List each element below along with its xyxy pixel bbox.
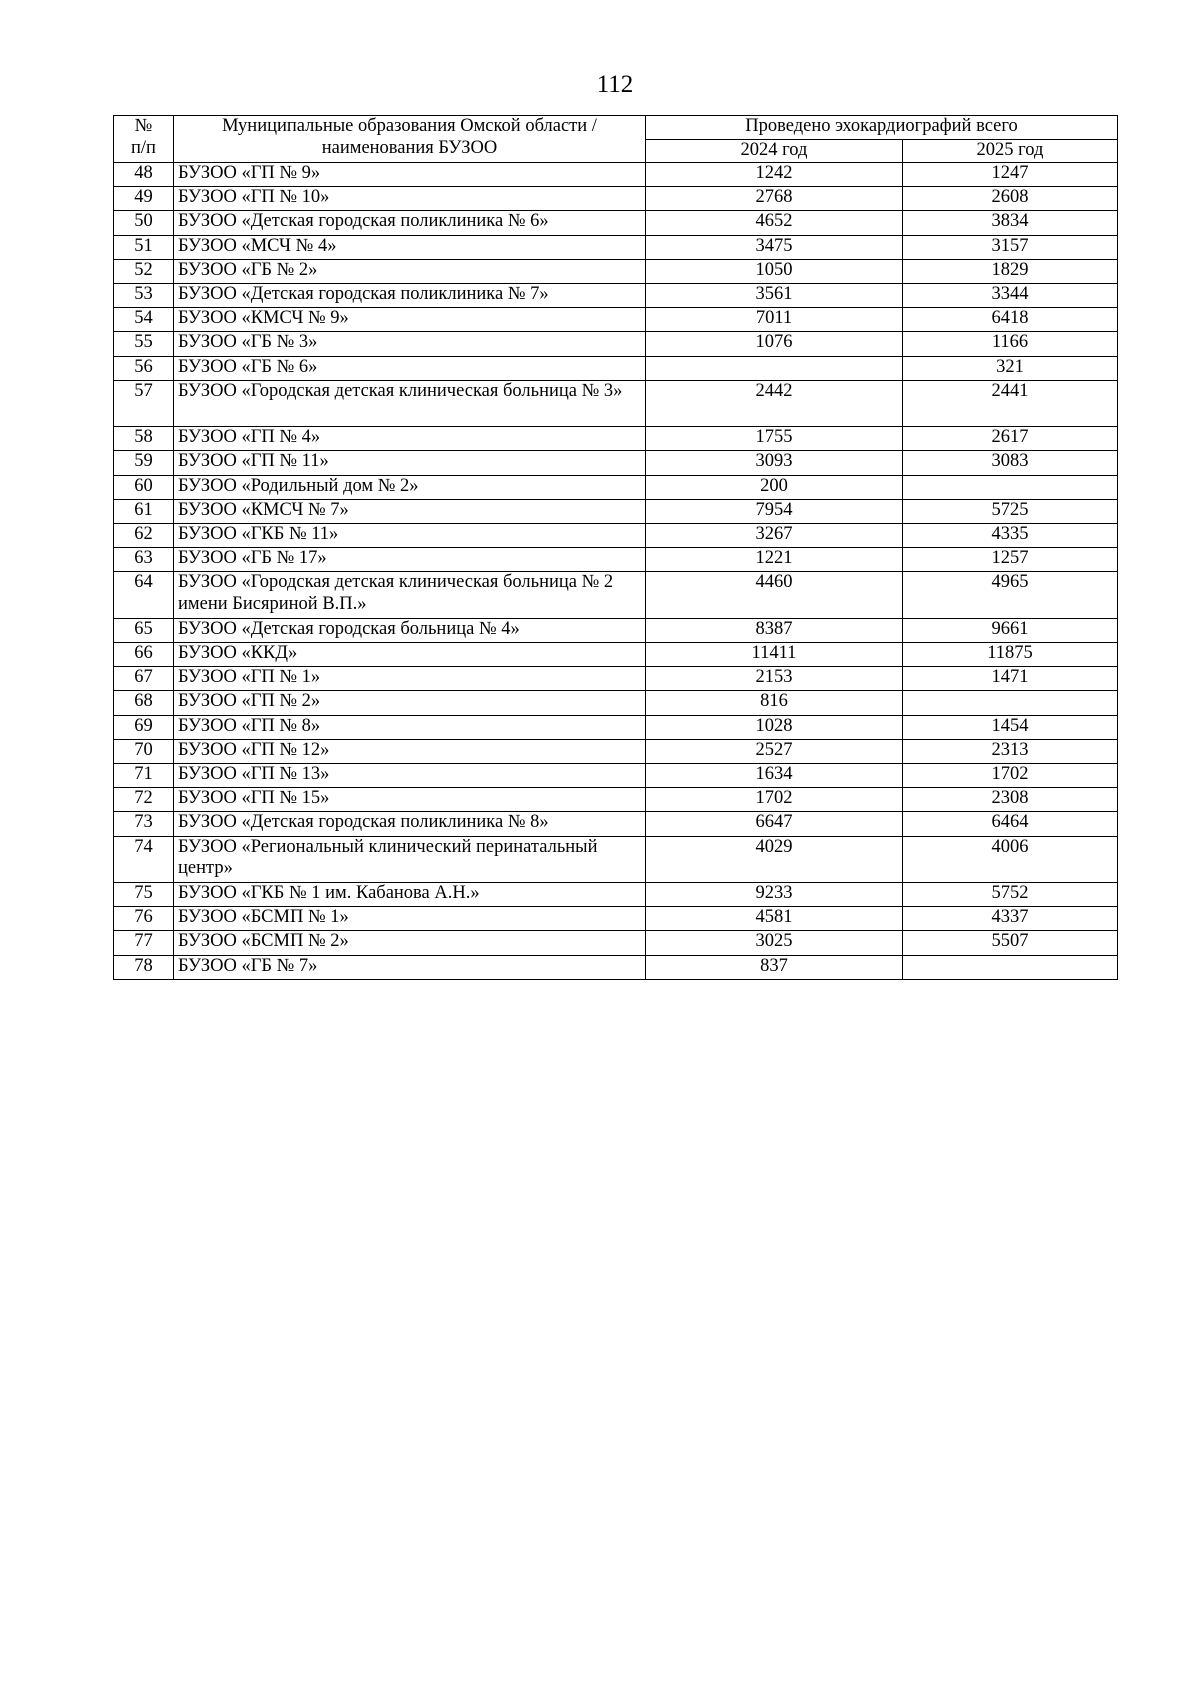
row-number-cell: 77 (114, 931, 174, 955)
row-2025-cell: 4965 (903, 572, 1118, 619)
row-number-cell: 49 (114, 187, 174, 211)
header-name-line1: Муниципальные образования Омской области / (222, 116, 597, 136)
row-name-cell: БУЗОО «БСМП № 1» (174, 907, 646, 931)
row-2024-cell: 200 (646, 475, 903, 499)
row-2024-cell: 2768 (646, 187, 903, 211)
table-row (114, 427, 1118, 451)
table-row (114, 356, 1118, 380)
row-number-cell: 50 (114, 211, 174, 235)
row-2025-cell (903, 955, 1118, 979)
row-number-cell: 60 (114, 475, 174, 499)
row-number-cell: 69 (114, 715, 174, 739)
row-2024-cell: 3093 (646, 451, 903, 475)
row-name-cell: БУЗОО «Детская городская поликлиника № 6» (174, 211, 646, 235)
row-2025-cell: 4006 (903, 836, 1118, 883)
row-name-cell: БУЗОО «Городская детская клиническая больница № 3» (174, 380, 646, 427)
row-name-cell: БУЗОО «ГКБ № 11» (174, 523, 646, 547)
row-number-cell: 58 (114, 427, 174, 451)
row-2025-cell: 3344 (903, 283, 1118, 307)
row-name-cell: БУЗОО «ККД» (174, 643, 646, 667)
row-2025-cell: 1166 (903, 332, 1118, 356)
row-name-cell: БУЗОО «ГБ № 17» (174, 548, 646, 572)
row-2024-cell: 9233 (646, 883, 903, 907)
row-name-cell: БУЗОО «ГБ № 7» (174, 955, 646, 979)
table-row (114, 618, 1118, 642)
table-row (114, 907, 1118, 931)
row-2025-cell: 6464 (903, 812, 1118, 836)
row-2025-cell: 2441 (903, 380, 1118, 427)
row-2025-cell: 1454 (903, 715, 1118, 739)
row-name-cell: БУЗОО «ГП № 1» (174, 667, 646, 691)
row-number-cell: 71 (114, 763, 174, 787)
table-body (114, 163, 1118, 980)
row-2024-cell: 4460 (646, 572, 903, 619)
row-2025-cell: 5507 (903, 931, 1118, 955)
row-2024-cell: 8387 (646, 618, 903, 642)
table-row (114, 475, 1118, 499)
row-number-cell: 65 (114, 618, 174, 642)
row-name-cell: БУЗОО «ГБ № 3» (174, 332, 646, 356)
row-name-cell: БУЗОО «ГБ № 2» (174, 259, 646, 283)
row-2024-cell: 3475 (646, 235, 903, 259)
table-row (114, 380, 1118, 427)
row-2024-cell: 11411 (646, 643, 903, 667)
row-number-cell: 59 (114, 451, 174, 475)
row-name-cell: БУЗОО «БСМП № 2» (174, 931, 646, 955)
row-2025-cell (903, 691, 1118, 715)
row-2025-cell: 9661 (903, 618, 1118, 642)
row-2024-cell: 1028 (646, 715, 903, 739)
row-name-cell: БУЗОО «КМСЧ № 7» (174, 499, 646, 523)
row-number-cell: 62 (114, 523, 174, 547)
row-2025-cell: 4335 (903, 523, 1118, 547)
row-2024-cell (646, 356, 903, 380)
table-row (114, 763, 1118, 787)
row-2024-cell: 1634 (646, 763, 903, 787)
table-row (114, 643, 1118, 667)
table-row (114, 836, 1118, 883)
table-row (114, 931, 1118, 955)
row-2025-cell: 5752 (903, 883, 1118, 907)
row-2025-cell: 1702 (903, 763, 1118, 787)
page-number: 112 (596, 71, 634, 98)
header-number-line1: № (134, 116, 153, 136)
table-row (114, 259, 1118, 283)
row-number-cell: 70 (114, 739, 174, 763)
table-row (114, 572, 1118, 619)
table-row (114, 523, 1118, 547)
row-2025-cell: 6418 (903, 308, 1118, 332)
row-2024-cell: 4652 (646, 211, 903, 235)
row-number-cell: 78 (114, 955, 174, 979)
row-number-cell: 67 (114, 667, 174, 691)
row-2025-cell: 2313 (903, 739, 1118, 763)
table-row (114, 308, 1118, 332)
table-row (114, 715, 1118, 739)
table-row (114, 499, 1118, 523)
row-2024-cell: 1050 (646, 259, 903, 283)
row-number-cell: 61 (114, 499, 174, 523)
table-row (114, 163, 1118, 187)
row-2025-cell: 11875 (903, 643, 1118, 667)
table-row (114, 451, 1118, 475)
row-number-cell: 48 (114, 163, 174, 187)
echocardiography-table (113, 115, 1118, 980)
row-2025-cell: 321 (903, 356, 1118, 380)
table-row (114, 187, 1118, 211)
row-number-cell: 73 (114, 812, 174, 836)
row-number-cell: 56 (114, 356, 174, 380)
row-name-cell: БУЗОО «ГП № 9» (174, 163, 646, 187)
row-2024-cell: 7954 (646, 499, 903, 523)
row-2025-cell: 3834 (903, 211, 1118, 235)
table-row (114, 883, 1118, 907)
row-2024-cell: 4029 (646, 836, 903, 883)
row-name-cell: БУЗОО «ГП № 12» (174, 739, 646, 763)
row-number-cell: 55 (114, 332, 174, 356)
row-2025-cell: 1829 (903, 259, 1118, 283)
table-row (114, 211, 1118, 235)
row-2024-cell: 3561 (646, 283, 903, 307)
row-name-cell: БУЗОО «Родильный дом № 2» (174, 475, 646, 499)
row-2025-cell: 3083 (903, 451, 1118, 475)
row-2025-cell: 3157 (903, 235, 1118, 259)
row-name-cell: БУЗОО «Региональный клинический перинатальный центр» (174, 836, 646, 883)
row-number-cell: 68 (114, 691, 174, 715)
row-2025-cell: 2617 (903, 427, 1118, 451)
row-2024-cell: 2527 (646, 739, 903, 763)
row-2024-cell: 1076 (646, 332, 903, 356)
row-number-cell: 75 (114, 883, 174, 907)
row-2024-cell: 1755 (646, 427, 903, 451)
row-2025-cell: 1247 (903, 163, 1118, 187)
row-number-cell: 72 (114, 788, 174, 812)
row-2024-cell: 1702 (646, 788, 903, 812)
row-name-cell: БУЗОО «ГП № 13» (174, 763, 646, 787)
table-row (114, 283, 1118, 307)
table-row (114, 548, 1118, 572)
row-2024-cell: 4581 (646, 907, 903, 931)
header-name-line2: наименования БУЗОО (321, 137, 498, 158)
row-2024-cell: 7011 (646, 308, 903, 332)
header-group: Проведено эхокардиографий всего (646, 116, 1118, 140)
row-name-cell: БУЗОО «ГП № 8» (174, 715, 646, 739)
row-name-cell: БУЗОО «Детская городская больница № 4» (174, 618, 646, 642)
row-number-cell: 66 (114, 643, 174, 667)
header-number (114, 116, 174, 163)
row-2025-cell: 2308 (903, 788, 1118, 812)
table-row (114, 812, 1118, 836)
row-number-cell: 76 (114, 907, 174, 931)
row-2024-cell: 1221 (646, 548, 903, 572)
row-2025-cell: 5725 (903, 499, 1118, 523)
row-name-cell: БУЗОО «ГКБ № 1 им. Кабанова А.Н.» (174, 883, 646, 907)
row-number-cell: 63 (114, 548, 174, 572)
row-name-cell: БУЗОО «ГБ № 6» (174, 356, 646, 380)
header-number-line2: п/п (131, 137, 156, 158)
row-2024-cell: 837 (646, 955, 903, 979)
row-number-cell: 57 (114, 380, 174, 427)
row-name-cell: БУЗОО «ГП № 15» (174, 788, 646, 812)
table-row (114, 788, 1118, 812)
row-2024-cell: 2442 (646, 380, 903, 427)
row-number-cell: 51 (114, 235, 174, 259)
table-row (114, 691, 1118, 715)
table-row (114, 739, 1118, 763)
row-number-cell: 74 (114, 836, 174, 883)
table-row (114, 332, 1118, 356)
row-name-cell: БУЗОО «ГП № 11» (174, 451, 646, 475)
row-name-cell: БУЗОО «ГП № 4» (174, 427, 646, 451)
row-2025-cell: 4337 (903, 907, 1118, 931)
header-name (174, 116, 646, 163)
row-number-cell: 52 (114, 259, 174, 283)
row-name-cell: БУЗОО «Городская детская клиническая больница № 2 имени Бисяриной В.П.» (174, 572, 646, 619)
row-2024-cell: 3025 (646, 931, 903, 955)
row-number-cell: 53 (114, 283, 174, 307)
row-number-cell: 54 (114, 308, 174, 332)
row-2025-cell: 1257 (903, 548, 1118, 572)
row-name-cell: БУЗОО «ГП № 2» (174, 691, 646, 715)
table-row (114, 955, 1118, 979)
row-number-cell: 64 (114, 572, 174, 619)
row-2025-cell: 2608 (903, 187, 1118, 211)
table-row (114, 667, 1118, 691)
table-row (114, 235, 1118, 259)
row-2024-cell: 6647 (646, 812, 903, 836)
row-2025-cell: 1471 (903, 667, 1118, 691)
row-name-cell: БУЗОО «КМСЧ № 9» (174, 308, 646, 332)
row-2024-cell: 2153 (646, 667, 903, 691)
row-name-cell: БУЗОО «Детская городская поликлиника № 7» (174, 283, 646, 307)
row-2024-cell: 3267 (646, 523, 903, 547)
row-2024-cell: 1242 (646, 163, 903, 187)
row-2025-cell (903, 475, 1118, 499)
table-header (114, 116, 1118, 163)
row-2024-cell: 816 (646, 691, 903, 715)
row-name-cell: БУЗОО «МСЧ № 4» (174, 235, 646, 259)
row-name-cell: БУЗОО «Детская городская поликлиника № 8» (174, 812, 646, 836)
row-name-cell: БУЗОО «ГП № 10» (174, 187, 646, 211)
header-year-2024: 2024 год (646, 139, 903, 163)
header-year-2025: 2025 год (903, 139, 1118, 163)
